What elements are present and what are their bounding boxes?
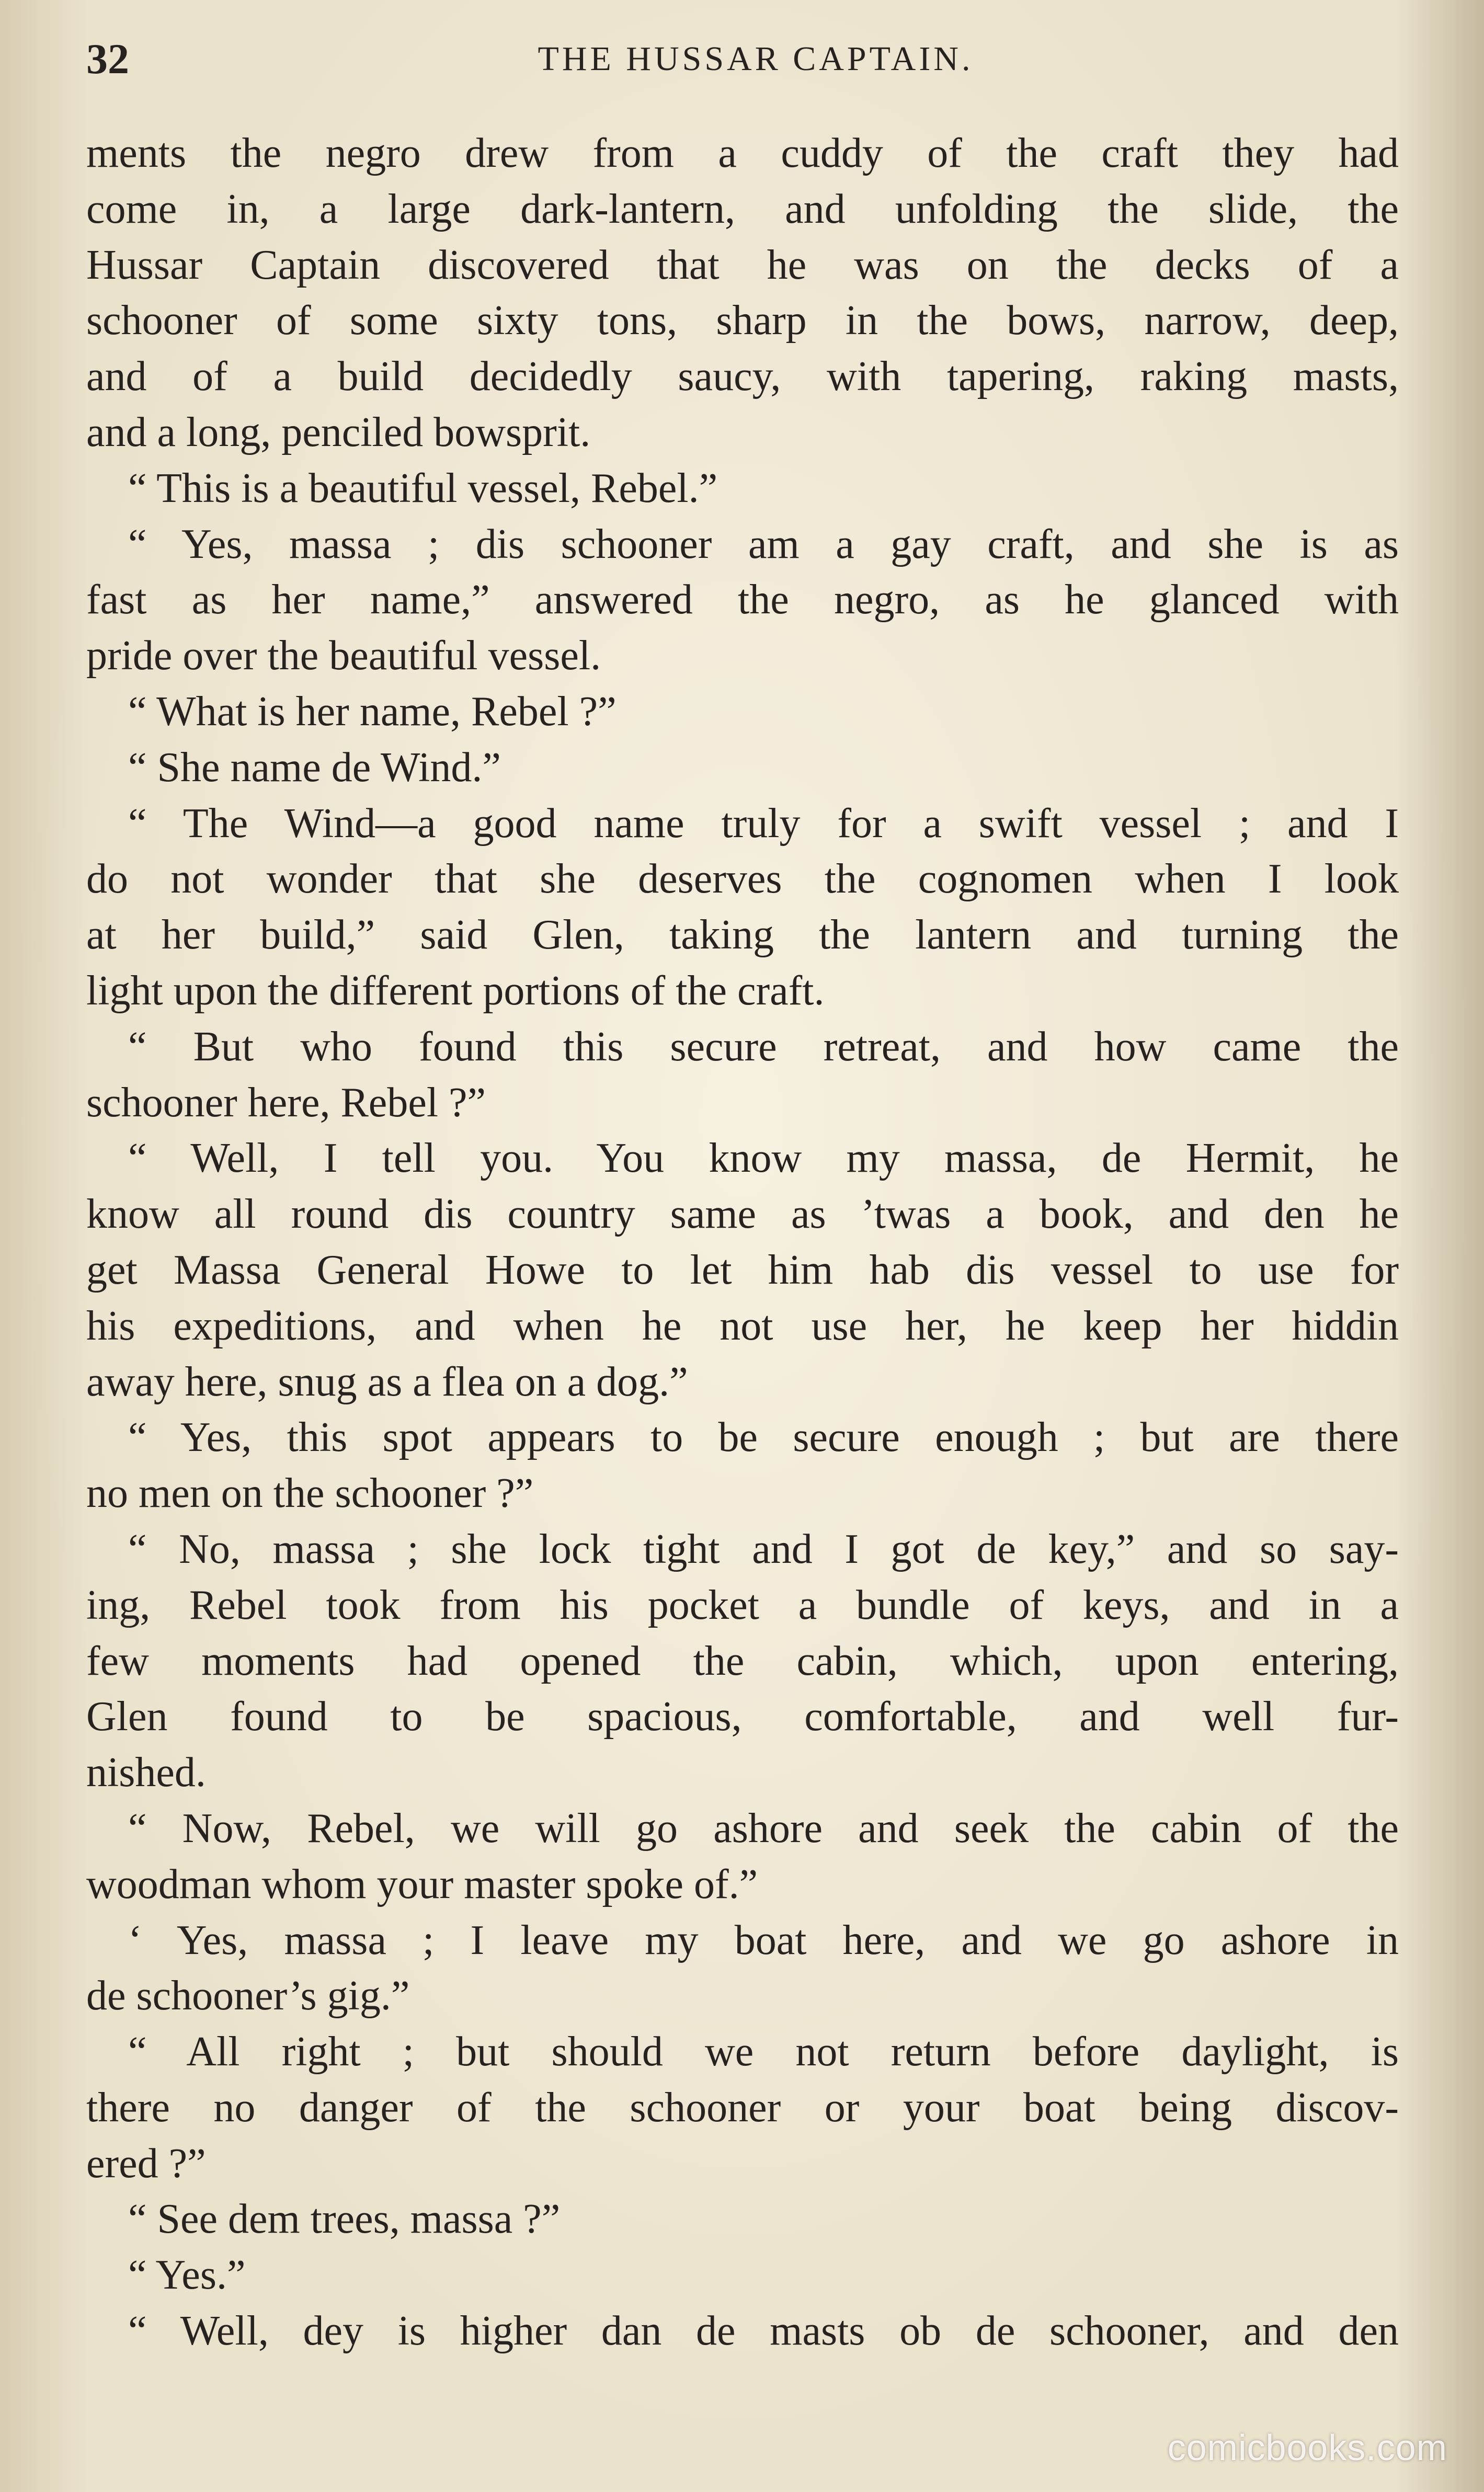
text-line: come in, a large dark-lantern, and unfolding the slide, the	[86, 186, 1399, 232]
text-line: do not wonder that she deserves the cognomen when I look	[86, 856, 1399, 902]
text-line: “ Yes, this spot appears to be secure enough ; but are there	[128, 1414, 1399, 1461]
text-line: fast as her name,” answered the negro, as he glanced with	[86, 577, 1399, 623]
text-line: his expeditions, and when he not use her, he keep her hiddin	[86, 1302, 1399, 1349]
page-number: 32	[86, 35, 129, 83]
text-line: schooner of some sixty tons, sharp in the bows, narrow, deep,	[86, 298, 1399, 344]
text-line: “ This is a beautiful vessel, Rebel.”	[128, 465, 718, 511]
text-line: schooner here, Rebel ?”	[86, 1079, 486, 1126]
text-line: “ Yes, massa ; dis schooner am a gay craft, and she is as	[128, 521, 1399, 567]
text-line: “ The Wind—a good name truly for a swift vessel ; and I	[128, 800, 1399, 847]
text-line: ing, Rebel took from his pocket a bundle of keys, and in a	[86, 1582, 1399, 1628]
text-line: “ See dem trees, massa ?”	[128, 2196, 561, 2243]
text-line: and of a build decidedly saucy, with tapering, raking masts,	[86, 353, 1399, 400]
text-line: there no danger of the schooner or your boat being discov-	[86, 2084, 1399, 2131]
text-line: know all round dis country same as ’twas a book, and den he	[86, 1191, 1399, 1238]
text-line: ered ?”	[86, 2140, 206, 2187]
text-line: few moments had opened the cabin, which, upon entering,	[86, 1638, 1399, 1684]
page-header	[86, 25, 1394, 93]
text-line: “ Yes.”	[128, 2252, 246, 2299]
text-line: woodman whom your master spoke of.”	[86, 1861, 758, 1907]
text-line: at her build,” said Glen, taking the lantern and turning the	[86, 912, 1399, 958]
text-line: light upon the different portions of the craft.	[86, 967, 825, 1014]
text-line: Glen found to be spacious, comfortable, and well fur-	[86, 1694, 1399, 1740]
text-line: “ Well, dey is higher dan de masts ob de schooner, and den	[128, 2308, 1399, 2354]
text-line: “ Now, Rebel, we will go ashore and seek the cabin of the	[128, 1805, 1399, 1851]
text-line: nished.	[86, 1750, 206, 1796]
text-line: “ All right ; but should we not return before daylight, is	[128, 2029, 1399, 2075]
text-line: “ What is her name, Rebel ?”	[128, 688, 617, 735]
running-head: THE HUSSAR CAPTAIN.	[538, 40, 974, 78]
text-line: “ But who found this secure retreat, and how came the	[128, 1023, 1399, 1070]
text-line: pride over the beautiful vessel.	[86, 633, 601, 679]
watermark: comicbooks.com	[1167, 2427, 1447, 2468]
text-line: “ No, massa ; she lock tight and I got de key,” and so say-	[128, 1526, 1399, 1572]
body-text	[86, 125, 1399, 2359]
text-line: and a long, penciled bowsprit.	[86, 409, 591, 455]
text-line: “ She name de Wind.”	[128, 744, 501, 791]
text-line: ‘ Yes, massa ; I leave my boat here, and we go ashore in	[128, 1917, 1399, 1963]
text-line: away here, snug as a flea on a dog.”	[86, 1358, 688, 1405]
text-line: “ Well, I tell you. You know my massa, de Hermit, he	[128, 1135, 1399, 1182]
text-line: de schooner’s gig.”	[86, 1973, 410, 2019]
text-line: Hussar Captain discovered that he was on the decks of a	[86, 242, 1399, 288]
text-line: ments the negro drew from a cuddy of the craft they had	[86, 130, 1399, 176]
text-line: get Massa General Howe to let him hab dis vessel to use for	[86, 1247, 1399, 1293]
text-line: no men on the schooner ?”	[86, 1470, 534, 1517]
